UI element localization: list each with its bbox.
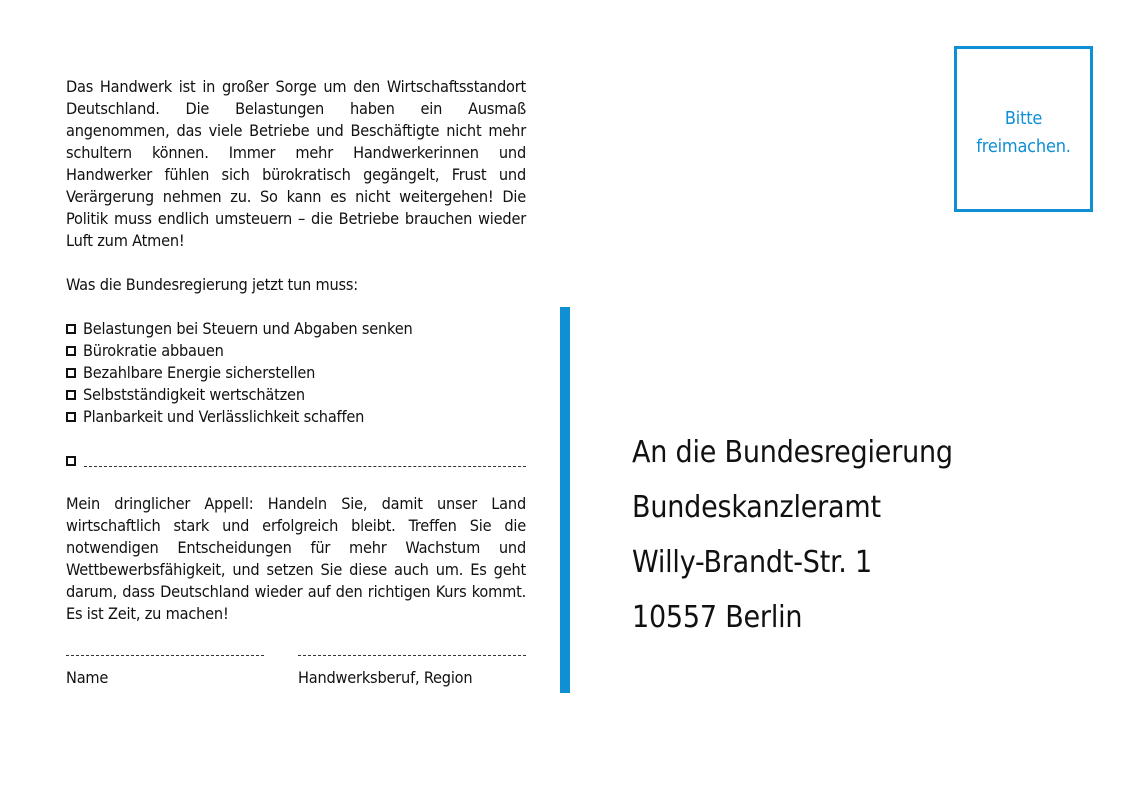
trade-region-field — [298, 655, 526, 689]
checkbox-icon[interactable] — [66, 324, 76, 334]
demand-label: Belastungen bei Steuern und Abgaben senken — [83, 319, 413, 338]
checkbox-icon[interactable] — [66, 368, 76, 378]
name-field — [66, 655, 264, 689]
checkbox-icon[interactable] — [66, 346, 76, 356]
checkbox-icon[interactable] — [66, 412, 76, 422]
divider-bar — [560, 307, 570, 693]
demand-label: Selbstständigkeit wertschätzen — [83, 385, 305, 404]
postcard-message-column — [66, 76, 526, 689]
name-write-line[interactable] — [66, 655, 264, 656]
demand-item — [66, 406, 526, 428]
recipient-address — [632, 425, 1052, 645]
address-recipient: An die Bundesregierung — [632, 435, 953, 470]
trade-region-label: Handwerksberuf, Region — [298, 668, 473, 687]
demand-label: Planbarkeit und Verlässlichkeit schaffen — [83, 407, 365, 426]
custom-demand-item — [66, 450, 526, 472]
stamp-box — [954, 46, 1093, 212]
demand-item — [66, 340, 526, 362]
demands-lead: Was die Bundesregierung jetzt tun muss: — [66, 275, 358, 294]
appeal-paragraph: Mein dringlicher Appell: Handeln Sie, damit unser Land wirtschaftlich stark und erfolgreich bleibt. Treffen Sie die notwendigen Entscheidungen für mehr Wachstum und Wettbewerbsfähigkeit, und setzen Sie diese auch um. Es geht darum, dass Deutschland wieder auf den richtigen Kurs kommt. Es ist Zeit, zu machen! — [66, 494, 526, 623]
address-office: Bundeskanzleramt — [632, 490, 881, 525]
name-label: Name — [66, 668, 109, 687]
trade-region-write-line[interactable] — [298, 655, 526, 656]
checkbox-icon[interactable] — [66, 456, 76, 466]
stamp-instruction — [969, 105, 1079, 161]
checkbox-icon[interactable] — [66, 390, 76, 400]
stamp-line-2: freimachen. — [976, 136, 1071, 157]
demands-checklist — [66, 318, 526, 472]
demand-label: Bürokratie abbauen — [83, 341, 224, 360]
demand-item — [66, 362, 526, 384]
signature-row — [66, 655, 526, 689]
address-city: 10557 Berlin — [632, 600, 803, 635]
stamp-line-1: Bitte — [1004, 108, 1043, 129]
intro-paragraph: Das Handwerk ist in großer Sorge um den Wirtschaftsstandort Deutschland. Die Belastungen haben ein Ausmaß angenommen, das viele Betriebe und Beschäftigte nicht mehr schultern können. Immer mehr Handwerkerinnen und Handwerker fühlen sich bürokratisch gegängelt, Frust und Verärgerung nehmen zu. So kann es nicht weitergehen! Die Politik muss endlich umsteuern – die Betriebe brauchen wieder Luft zum Atmen! — [66, 77, 526, 250]
demand-item — [66, 384, 526, 406]
demand-label: Bezahlbare Energie sicherstellen — [83, 363, 316, 382]
address-street: Willy-Brandt-Str. 1 — [632, 545, 872, 580]
custom-demand-write-line[interactable] — [84, 455, 526, 467]
demand-item — [66, 318, 526, 340]
